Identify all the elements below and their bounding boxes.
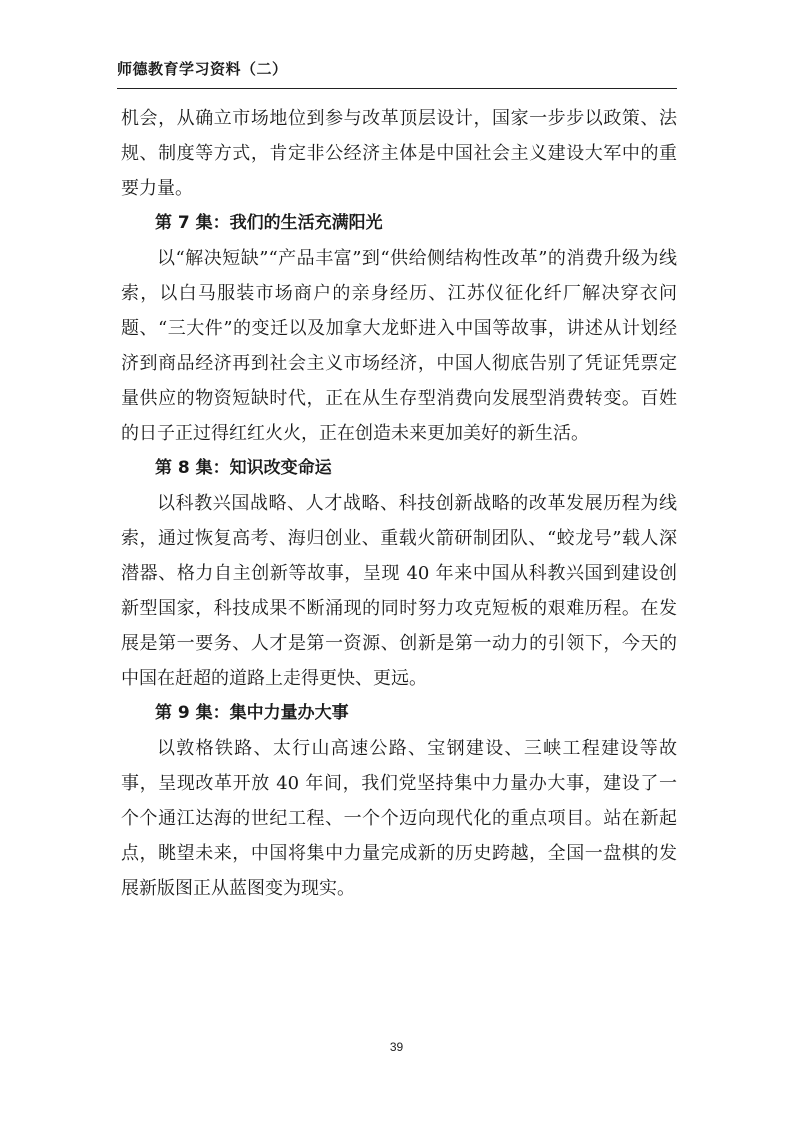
page-number: 39 (389, 1040, 404, 1054)
episode-heading: 第 7 集：我们的生活充满阳光 (155, 213, 383, 233)
body-paragraph: 机会，从确立市场地位到参与改革顶层设计，国家一步步以政策、法规、制度等方式，肯定非公经济主体是中国社会主义建设大军中的重要力量。 (121, 108, 677, 199)
body-paragraph: 以敦格铁路、太行山高速公路、宝钢建设、三峡工程建设等故事，呈现改革开放 40 年间，我们党坚持集中力量办大事，建设了一个个通江达海的世纪工程、一个个迈向现代化的重点项目。站在新起点，眺望未来，中国将集中力量完成新的历史跨越，全国一盘棋的发展新版图正从蓝图变为现实。 (121, 738, 677, 899)
body-paragraph: 以科教兴国战略、人才战略、科技创新战略的改革发展历程为线索，通过恢复高考、海归创业、重载火箭研制团队、“蛟龙号”载人深潜器、格力自主创新等故事，呈现 40 年来中国从科教兴国到建设创新型国家，科技成果不断涌现的同时努力攻克短板的艰难历程。在发展是第一要务、人才是第一资源、创新是第一动力的引领下，今天的中国在赶超的道路上走得更快、更远。 (121, 493, 677, 689)
body-paragraph: 以“解决短缺”“产品丰富”到“供给侧结构性改革”的消费升级为线索，以白马服装市场商户的亲身经历、江苏仪征化纤厂解决穿衣问题、“三大件”的变迁以及加拿大龙虾进入中国等故事，讲述从计划经济到商品经济再到社会主义市场经济，中国人彻底告别了凭证凭票定量供应的物资短缺时代，正在从生存型消费向发展型消费转变。百姓的日子正过得红红火火，正在创造未来更加美好的新生活。 (121, 248, 677, 444)
episode-heading: 第 8 集：知识改变命运 (155, 458, 332, 478)
running-header: 师德教育学习资料（二） (117, 58, 677, 89)
episode-heading: 第 9 集：集中力量办大事 (155, 703, 349, 723)
page-body (121, 101, 677, 906)
